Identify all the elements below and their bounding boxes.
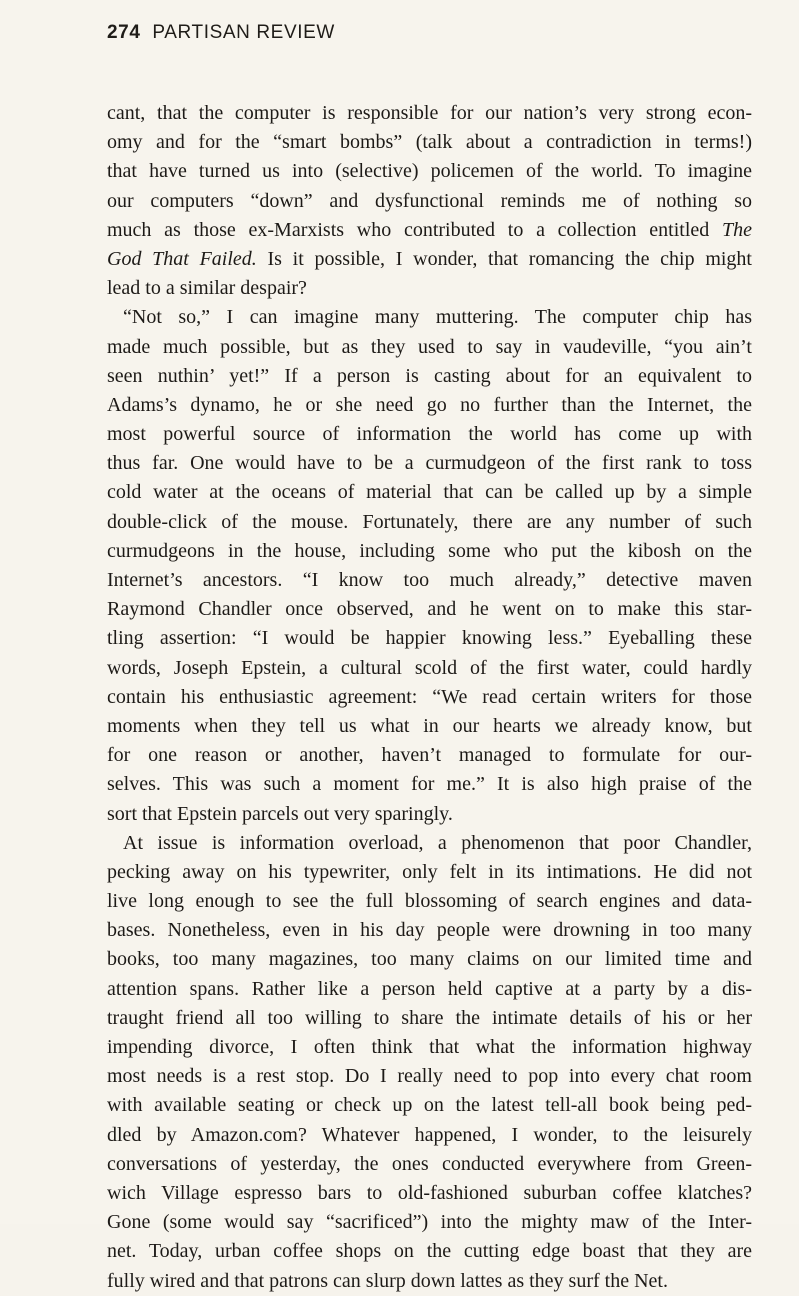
paragraph-3 xyxy=(107,829,752,1296)
paragraph-2 xyxy=(107,303,752,828)
text-line: pecking away on his typewriter, only felt in its intimations. He did not xyxy=(107,860,752,883)
text-line: Raymond Chandler once observed, and he went on to make this star- xyxy=(107,598,752,621)
book-title-italic: God That Failed. xyxy=(107,247,257,270)
text-line: impending divorce, I often think that what the information highway xyxy=(107,1036,752,1058)
text-line: books, too many magazines, too many claims on our limited time and xyxy=(107,948,752,971)
text-line: selves. This was such a moment for me.” It is also high praise of the xyxy=(107,773,752,796)
text-segment: Is it possible, I wonder, that romancing the chip might xyxy=(256,247,752,270)
text-line: made much possible, but as they used to say in vaudeville, “you ain’t xyxy=(107,335,752,358)
text-line: contain his enthusiastic agreement: “We read certain writers for those xyxy=(107,685,752,708)
text-line: most needs is a rest stop. Do I really need to pop into every chat room xyxy=(107,1065,752,1088)
running-header xyxy=(107,22,335,44)
text-line: omy and for the “smart bombs” (talk about a contradiction in terms!) xyxy=(107,131,752,154)
text-line: Adams’s dynamo, he or she need go no further than the Internet, the xyxy=(107,393,752,416)
text-line: Gone (some would say “sacrificed”) into the mighty maw of the Inter- xyxy=(107,1211,752,1234)
journal-title: PARTISAN REVIEW xyxy=(152,22,335,43)
book-title-italic: The xyxy=(722,218,752,241)
text-line: for one reason or another, haven’t managed to formulate for our- xyxy=(107,744,752,767)
text-line: thus far. One would have to be a curmudgeon of the first rank to toss xyxy=(107,452,752,475)
text-line: our computers “down” and dysfunctional reminds me of nothing so xyxy=(107,189,752,212)
text-line: tling assertion: “I would be happier knowing less.” Eyeballing these xyxy=(107,627,752,650)
text-line: words, Joseph Epstein, a cultural scold of the first water, could hardly xyxy=(107,656,752,679)
text-line xyxy=(107,216,752,245)
paragraph-1 xyxy=(107,99,752,303)
text-line: curmudgeons in the house, including some who put the kibosh on the xyxy=(107,539,752,562)
text-line: lead to a similar despair? xyxy=(107,277,307,300)
text-line: attention spans. Rather like a person held captive at a party by a dis- xyxy=(107,977,752,1000)
text-line: cant, that the computer is responsible for our nation’s very strong econ- xyxy=(107,102,752,124)
text-line: live long enough to see the full blossoming of search engines and data- xyxy=(107,890,752,913)
text-line: moments when they tell us what in our hearts we already know, but xyxy=(107,714,752,737)
text-line: net. Today, urban coffee shops on the cutting edge boast that they are xyxy=(107,1240,752,1263)
text-line: “Not so,” I can imagine many muttering. The computer chip has xyxy=(123,306,752,329)
text-line: bases. Nonetheless, even in his day people were drowning in too many xyxy=(107,919,752,942)
text-line: seen nuthin’ yet!” If a person is casting about for an equivalent to xyxy=(107,364,752,387)
text-line: dled by Amazon.com? Whatever happened, I wonder, to the leisurely xyxy=(107,1123,752,1146)
text-line xyxy=(107,245,752,274)
page-number: 274 xyxy=(107,22,141,43)
text-line: with available seating or check up on the latest tell-all book being ped- xyxy=(107,1094,752,1117)
text-line: conversations of yesterday, the ones conducted everywhere from Green- xyxy=(107,1152,752,1175)
text-line: most powerful source of information the world has come up with xyxy=(107,423,752,446)
article-body xyxy=(107,99,752,1296)
text-line: traught friend all too willing to share the intimate details of his or her xyxy=(107,1006,752,1029)
text-line: fully wired and that patrons can slurp down lattes as they surf the Net. xyxy=(107,1269,668,1292)
text-segment: much as those ex-Marxists who contributed to a collection entitled xyxy=(107,218,722,241)
text-line: that have turned us into (selective) policemen of the world. To imagine xyxy=(107,160,752,183)
text-line: wich Village espresso bars to old-fashioned suburban coffee klatches? xyxy=(107,1181,752,1204)
text-line: Internet’s ancestors. “I know too much already,” detective maven xyxy=(107,569,752,591)
text-line: double-click of the mouse. Fortunately, there are any number of such xyxy=(107,510,752,533)
text-line: At issue is information overload, a phenomenon that poor Chandler, xyxy=(123,831,752,854)
text-line: sort that Epstein parcels out very sparingly. xyxy=(107,802,453,825)
text-line: cold water at the oceans of material that can be called up by a simple xyxy=(107,481,752,504)
